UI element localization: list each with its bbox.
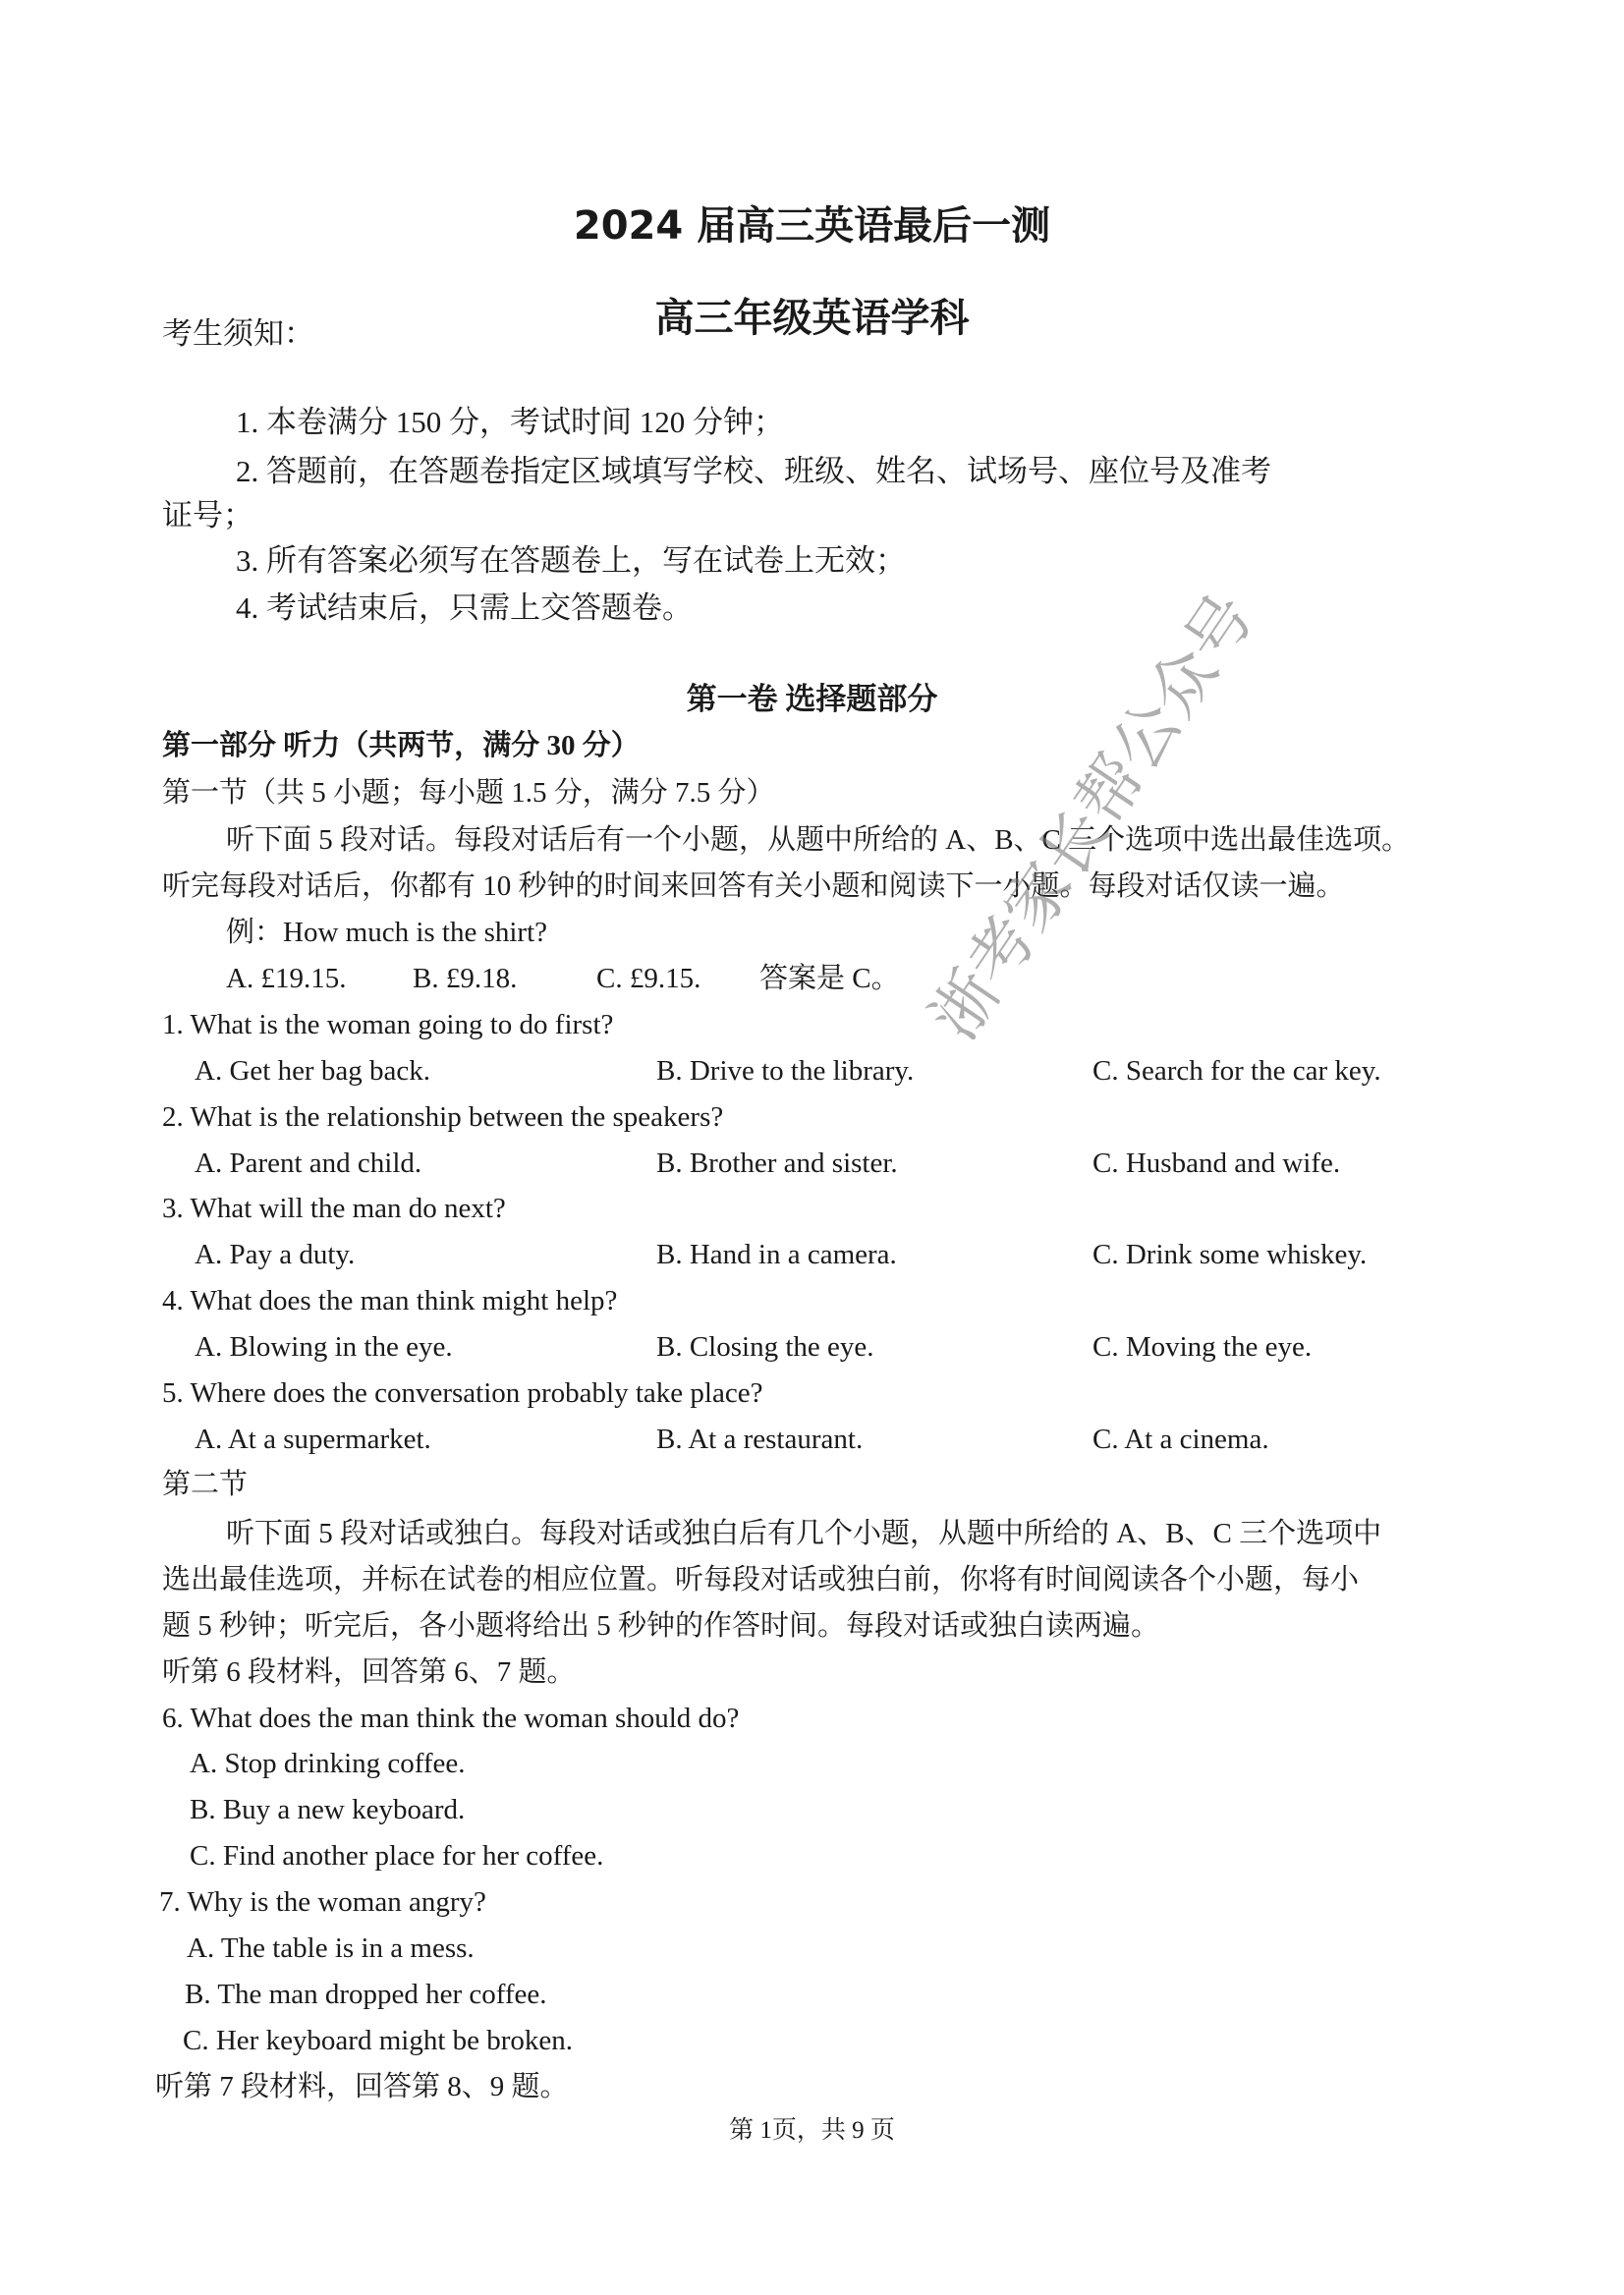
section1-instruction-2: 听完每段对话后，你都有 10 秒钟的时间来回答有关小题和阅读下一小题。每段对话仅读一遍。 xyxy=(162,870,1345,902)
notice-item-3: 3. 所有答案必须写在答题卷上，写在试卷上无效； xyxy=(236,543,906,578)
question-6-option-b: B. Buy a new keyboard. xyxy=(190,1794,466,1825)
exam-subtitle: 高三年级英语学科 xyxy=(654,296,970,341)
section1-title: 第一节（共 5 小题；每小题 1.5 分，满分 7.5 分） xyxy=(162,777,775,809)
material-6-heading: 听第 6 段材料，回答第 6、7 题。 xyxy=(162,1656,576,1688)
question-3: 3. What will the man do next? xyxy=(162,1193,506,1224)
section2-instruction-2: 选出最佳选项，并标在试卷的相应位置。听每段对话或独白前，你将有时间阅读各个小题，每小 xyxy=(162,1564,1360,1595)
section2-instruction-1: 听下面 5 段对话或独白。每段对话或独白后有几个小题，从题中所给的 A、B、C 三个选项中 xyxy=(226,1518,1382,1549)
notice-item-1: 1. 本卷满分 150 分，考试时间 120 分钟； xyxy=(236,405,784,439)
notice-item-2: 2. 答题前，在答题卷指定区域填写学校、班级、姓名、试场号、座位号及准考 xyxy=(236,454,1271,488)
section1-instruction-1: 听下面 5 段对话。每段对话后有一个小题，从题中所给的 A、B、C 三个选项中选出最佳选项。 xyxy=(226,824,1411,856)
material-7-heading: 听第 7 段材料，回答第 8、9 题。 xyxy=(155,2071,569,2102)
question-6-option-c: C. Find another place for her coffee. xyxy=(190,1840,604,1872)
question-1-option-b: B. Drive to the library. xyxy=(656,1055,915,1087)
question-1-option-c: C. Search for the car key. xyxy=(1092,1055,1381,1087)
question-5-option-c: C. At a cinema. xyxy=(1092,1424,1269,1455)
question-3-option-c: C. Drink some whiskey. xyxy=(1092,1239,1368,1270)
question-2-option-a: A. Parent and child. xyxy=(195,1148,422,1179)
notice-heading: 考生须知： xyxy=(162,316,314,351)
question-2-option-b: B. Brother and sister. xyxy=(656,1148,898,1179)
question-6: 6. What does the man think the woman should do? xyxy=(162,1703,740,1734)
question-3-option-b: B. Hand in a camera. xyxy=(656,1239,897,1270)
question-4-option-a: A. Blowing in the eye. xyxy=(195,1331,453,1363)
example-answer: 答案是 C。 xyxy=(759,963,900,994)
question-4-option-c: C. Moving the eye. xyxy=(1092,1331,1313,1363)
example-option-c: C. £9.15. xyxy=(596,963,701,994)
exam-title: 2024 届高三英语最后一测 xyxy=(573,203,1051,249)
question-6-option-a: A. Stop drinking coffee. xyxy=(190,1748,466,1779)
question-5: 5. Where does the conversation probably take place? xyxy=(162,1377,763,1409)
notice-item-4: 4. 考试结束后，只需上交答题卷。 xyxy=(236,590,693,625)
section2-title: 第二节 xyxy=(162,1469,249,1500)
question-5-option-b: B. At a restaurant. xyxy=(656,1424,864,1455)
question-4-option-b: B. Closing the eye. xyxy=(656,1331,874,1363)
example-option-a: A. £19.15. xyxy=(226,963,347,994)
part1-title: 第一部分 听力（共两节，满分 30 分） xyxy=(162,730,640,761)
notice-item-2-cont: 证号； xyxy=(162,498,253,532)
question-4: 4. What does the man think might help? xyxy=(162,1285,618,1316)
section2-instruction-3: 题 5 秒钟；听完后，各小题将给出 5 秒钟的作答时间。每段对话或独白读两遍。 xyxy=(162,1610,1160,1642)
example-option-b: B. £9.18. xyxy=(413,963,518,994)
page-footer: 第 1页，共 9 页 xyxy=(729,2117,895,2144)
question-7: 7. Why is the woman angry? xyxy=(159,1886,486,1918)
watermark: 浙考家长帮公众号 xyxy=(916,580,1269,1053)
question-2: 2. What is the relationship between the speakers? xyxy=(162,1101,724,1133)
question-1-option-a: A. Get her bag back. xyxy=(195,1055,430,1087)
question-3-option-a: A. Pay a duty. xyxy=(195,1239,356,1270)
question-2-option-c: C. Husband and wife. xyxy=(1092,1148,1341,1179)
question-7-option-b: B. The man dropped her coffee. xyxy=(185,1979,547,2010)
example-question: 例：How much is the shirt? xyxy=(226,917,548,948)
question-7-option-a: A. The table is in a mess. xyxy=(187,1932,475,1964)
question-1: 1. What is the woman going to do first? xyxy=(162,1009,614,1040)
question-7-option-c: C. Her keyboard might be broken. xyxy=(183,2025,574,2056)
volume-title: 第一卷 选择题部分 xyxy=(686,682,938,716)
question-5-option-a: A. At a supermarket. xyxy=(195,1424,431,1455)
